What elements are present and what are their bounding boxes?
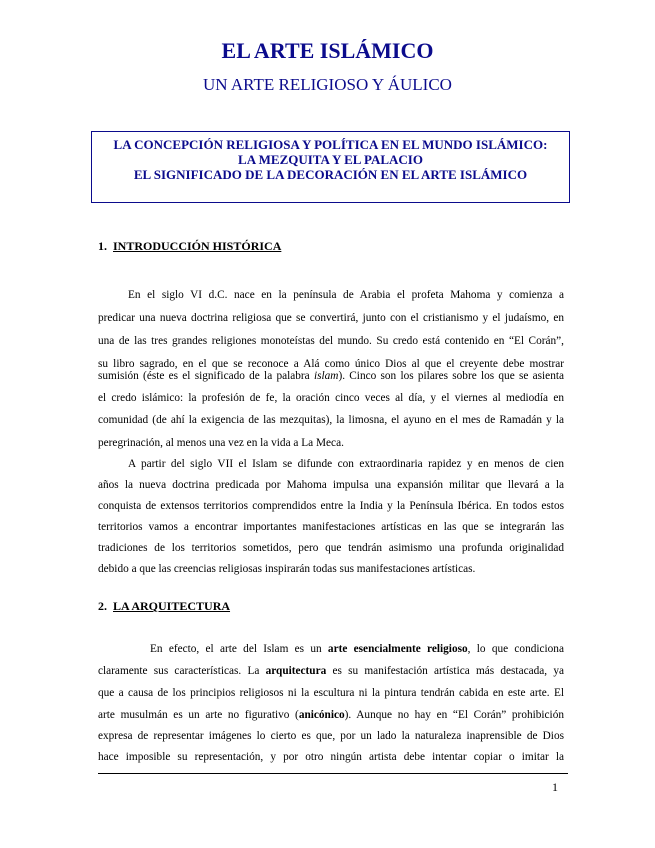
text-run: En efecto, el arte del Islam es un bbox=[150, 643, 328, 655]
paragraph-line: territorios vamos a encontrar importantes manifestaciones artísticas en las que se integrarán las bbox=[98, 521, 564, 533]
text-run: ). Aunque no hay en “El Corán” prohibición bbox=[344, 709, 564, 721]
text-run: es su manifestación artística más destacada, ya bbox=[326, 665, 564, 677]
paragraph-line: tradiciones de los territorios sometidos, pero que tendrán asimismo una profunda originalidad bbox=[98, 542, 564, 554]
section-heading-arquitectura bbox=[98, 599, 230, 614]
paragraph-line bbox=[98, 369, 564, 383]
topic-line: EL SIGNIFICADO DE LA DECORACIÓN EN EL ARTE ISLÁMICO bbox=[133, 167, 528, 182]
paragraph-line: predicar una nueva doctrina religiosa que se convertirá, junto con el cristianismo y el judaísmo, en bbox=[98, 312, 564, 324]
topic-line: LA MEZQUITA Y EL PALACIO bbox=[238, 152, 423, 167]
bold-term: arte esencialmente religioso bbox=[327, 643, 468, 655]
paragraph-line: peregrinación, al menos una vez en la vida a La Meca. bbox=[98, 437, 344, 449]
paragraph-line: A partir del siglo VII el Islam se difunde con extraordinaria rapidez y en menos de cien bbox=[128, 458, 564, 470]
section-number: 1. bbox=[98, 239, 107, 253]
text-run: claramente sus características. La bbox=[98, 665, 266, 677]
document-title: EL ARTE ISLÁMICO bbox=[221, 38, 434, 63]
section-title: LA ARQUITECTURA bbox=[113, 599, 231, 613]
text-run: sumisión (éste es el significado de la palabra bbox=[98, 370, 314, 382]
footer-rule bbox=[98, 773, 568, 774]
paragraph-line: debido a que las creencias religiosas inspirarán todas sus manifestaciones artísticas. bbox=[98, 563, 476, 575]
paragraph-line: comunidad (de ahí la exigencia de las mezquitas), la limosna, el ayuno en el mes de Ramadán y la bbox=[98, 414, 564, 426]
paragraph-line: expresa de representar imágenes lo cierto es que, por un lado la naturaleza inaprensible de Dios bbox=[98, 730, 564, 742]
page-number: 1 bbox=[552, 780, 558, 794]
paragraph-line: el credo islámico: la profesión de fe, la oración cinco veces al día, y el viernes al mediodía en bbox=[98, 392, 564, 404]
bold-term: anicónico bbox=[298, 709, 345, 721]
paragraph-line: años la nueva doctrina predicada por Mahoma impulsa una expansión militar que llevará a la bbox=[98, 479, 564, 491]
paragraph-line: su libro sagrado, en el que se reconoce a Alá como único Dios al que el creyente debe mostrar bbox=[98, 358, 564, 370]
section-heading-introduccion bbox=[98, 239, 281, 254]
text-run: ). Cinco son los pilares sobre los que se asienta bbox=[338, 370, 564, 382]
section-number: 2. bbox=[98, 599, 107, 613]
text-run: arte musulmán es un arte no figurativo ( bbox=[98, 709, 299, 721]
paragraph-line: En el siglo VI d.C. nace en la península de Arabia el profeta Mahoma y comienza a bbox=[128, 289, 564, 301]
paragraph-line bbox=[98, 664, 564, 678]
text-run: , lo que condiciona bbox=[467, 643, 564, 655]
section-title: INTRODUCCIÓN HISTÓRICA bbox=[113, 239, 282, 253]
topic-line: LA CONCEPCIÓN RELIGIOSA Y POLÍTICA EN EL MUNDO ISLÁMICO: bbox=[113, 137, 548, 152]
bold-term: arquitectura bbox=[265, 665, 327, 677]
paragraph-line: que a causa de los principios religiosos ni la escultura ni la pintura tendrán cabida en este arte. El bbox=[98, 687, 564, 699]
paragraph-line bbox=[150, 642, 564, 656]
paragraph-line: hace imposible su representación, y por otro ningún artista debe intentar copiar o imitar la bbox=[98, 751, 564, 763]
document-subtitle: UN ARTE RELIGIOSO Y ÁULICO bbox=[203, 75, 452, 94]
paragraph-line: una de las tres grandes religiones monoteístas del mundo. Su credo está contenido en “El Corán”, bbox=[98, 335, 564, 347]
paragraph-line: conquista de extensos territorios comprendidos entre la India y la Península Ibérica. En todos estos bbox=[98, 500, 564, 512]
topic-box bbox=[91, 131, 570, 203]
paragraph-line bbox=[98, 708, 564, 722]
italic-term: islam bbox=[313, 370, 339, 382]
